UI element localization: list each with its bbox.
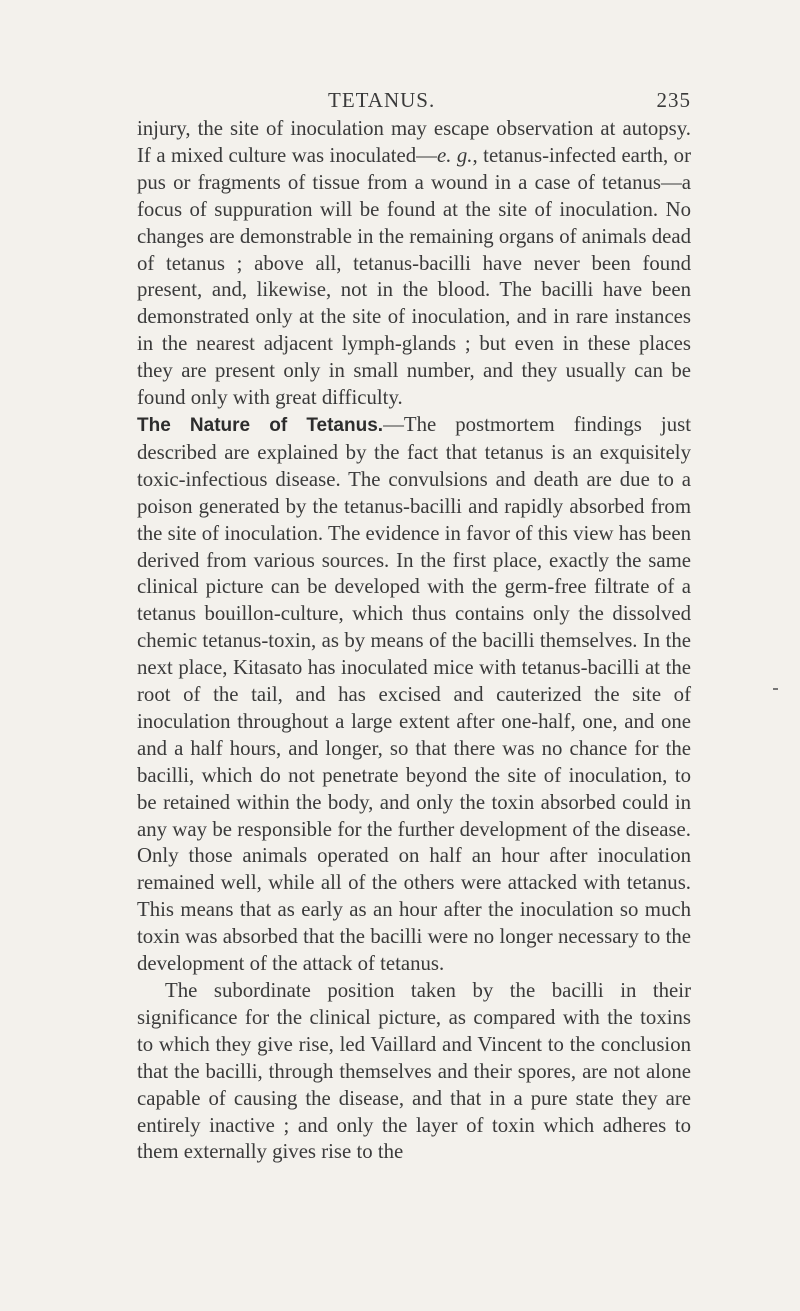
page-number: 235 xyxy=(656,88,691,112)
paragraph-text: —The postmortem findings just described are explained by the fact that tetanus is an exquisitely toxic-infectious disease. The convulsions and death are due to a poison generated by the tetanus-bacilli and rapidly absorbed from the site of inoculation. The evidence in favor of this view has been derived from various sources. In the first place, exactly the same clinical picture can be developed with the germ-free filtrate of a tetanus bouillon-culture, which thus contains only the dissolved chemic tetanus-toxin, as by means of the bacilli themselves. In the next place, Kitasato has inoculated mice with tetanus-bacilli at the root of the tail, and has excised and cauterized the site of inoculation throughout a large extent after one-half, one, and one and a half hours, and longer, so that there was no chance for the bacilli, which do not penetrate beyond the site of inoculation, to be retained within the body, and only the toxin absorbed could in any way be responsible for the further development of the disease. Only those animals operated on half an hour after inoculation remained well, while all of the others were attacked with tetanus. This means that as early as an hour after the inoculation so much toxin was absorbed that the bacilli were no longer necessary to the development of the attack of tetanus. xyxy=(137,412,691,976)
paragraph-text: , tetanus-infected earth, or pus or fragments of tissue from a wound in a case of tetanus—a focus of suppuration will be found at the site of inoculation. No changes are demonstrable in the remaining organs of animals dead of tetanus ; above all, tetanus-bacilli have never been found present, and, likewise, not in the blood. The bacilli have been demonstrated only at the site of inoculation, and in rare instances in the nearest adjacent lymph-glands ; but even in these places they are present only in small number, and they usually can be found only with great difficulty. xyxy=(137,143,692,410)
paragraph-text: The subordinate position taken by the bacilli in their significance for the clinical picture, as compared with the toxins to which they give rise, led Vaillard and Vincent to the conclusion that the bacilli, through themselves and their spores, are not alone capable of causing the disease, and that in a pure state they are entirely inactive ; and only the layer of toxin which adheres to them externally gives rise to the xyxy=(137,979,691,1164)
paragraph-postmortem xyxy=(137,116,691,412)
abbreviation-eg: e. g. xyxy=(436,143,473,167)
stray-mark xyxy=(773,688,778,690)
paragraph-nature-of-tetanus xyxy=(137,412,691,978)
body-text xyxy=(137,116,691,1166)
paragraph-text: injury, the site of inoculation may escape observation at autopsy. If a mixed culture was inoculated— xyxy=(137,117,691,167)
paragraph-subordinate-position xyxy=(137,978,691,1166)
section-heading: The Nature of Tetanus. xyxy=(137,414,384,436)
running-head xyxy=(0,88,800,118)
running-head-title: TETANUS. xyxy=(328,88,436,112)
